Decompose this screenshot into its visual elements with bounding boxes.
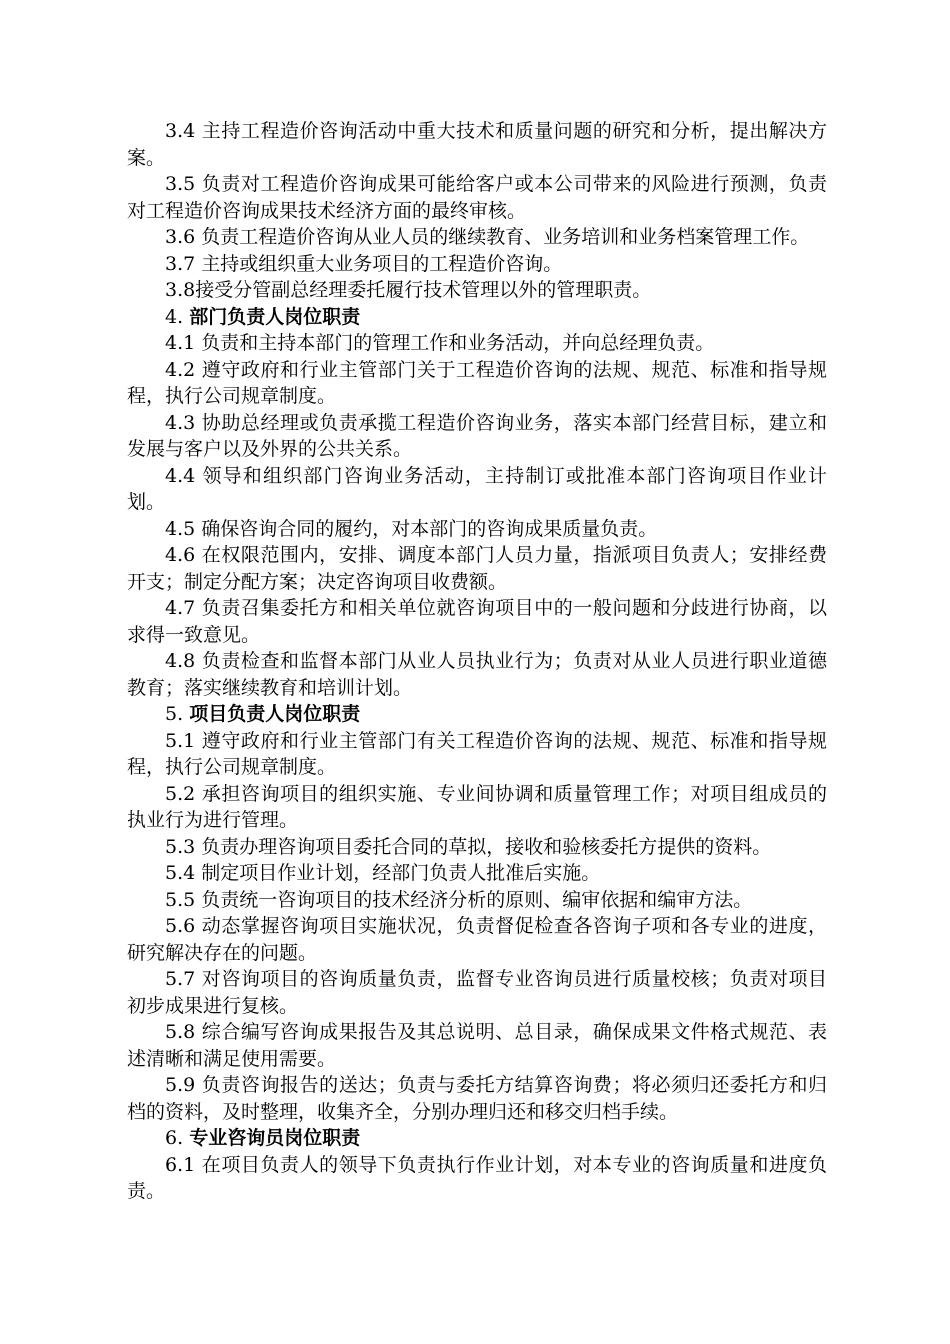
paragraph: 4.4 领导和组织部门咨询业务活动，主持制订或批准本部门咨询项目作业计划。 <box>127 464 827 513</box>
paragraph: 3.5 负责对工程造价咨询成果可能给客户或本公司带来的风险进行预测，负责对工程造价咨询成果技术经济方面的最终审核。 <box>127 173 827 222</box>
section-title: 项目负责人岗位职责 <box>189 703 361 725</box>
paragraph: 3.4 主持工程造价咨询活动中重大技术和质量问题的研究和分析，提出解决方案。 <box>127 120 827 169</box>
paragraph: 4.5 确保咨询合同的履约，对本部门的咨询成果质量负责。 <box>165 517 658 540</box>
paragraph: 3.6 负责工程造价咨询从业人员的继续教育、业务培训和业务档案管理工作。 <box>165 226 810 248</box>
paragraph: 4.1 负责和主持本部门的管理工作和业务活动，并向总经理负责。 <box>165 332 715 354</box>
section-heading <box>127 304 827 331</box>
section-title: 部门负责人岗位职责 <box>189 305 361 328</box>
paragraph: 5.2 承担咨询项目的组织实施、专业间协调和质量管理工作；对项目组成员的执业行为进行管理。 <box>127 782 827 831</box>
paragraph: 3.7 主持或组织重大业务项目的工程造价咨询。 <box>165 252 563 275</box>
paragraph: 5.5 负责统一咨询项目的技术经济分析的原则、编审依据和编审方法。 <box>165 888 753 911</box>
paragraph: 5.1 遵守政府和行业主管部门有关工程造价咨询的法规、规范、标准和指导规程，执行公司规章制度。 <box>127 729 827 778</box>
paragraph: 5.6 动态掌握咨询项目实施状况，负责督促检查各咨询子项和各专业的进度，研究解决存在的问题。 <box>127 915 827 964</box>
section-heading <box>127 701 827 728</box>
paragraph: 4.2 遵守政府和行业主管部门关于工程造价咨询的法规、规范、标准和指导规程，执行公司规章制度。 <box>127 358 827 407</box>
paragraph: 3.8接受分管副总经理委托履行技术管理以外的管理职责。 <box>165 279 652 301</box>
paragraph: 5.8 综合编写咨询成果报告及其总说明、总目录，确保成果文件格式规范、表述清晰和满足使用需要。 <box>127 1021 827 1070</box>
paragraph: 4.8 负责检查和监督本部门从业人员执业行为；负责对从业人员进行职业道德教育；落实继续教育和培训计划。 <box>127 650 827 699</box>
section-number: 5. <box>165 703 184 725</box>
paragraph: 5.7 对咨询项目的咨询质量负责，监督专业咨询员进行质量校核；负责对项目初步成果进行复核。 <box>127 968 827 1017</box>
paragraph: 4.3 协助总经理或负责承揽工程造价咨询业务，落实本部门经营目标，建立和发展与客户以及外界的公共关系。 <box>127 411 827 460</box>
paragraph: 5.3 负责办理咨询项目委托合同的草拟，接收和验核委托方提供的资料。 <box>165 835 772 858</box>
section-heading <box>127 1125 827 1152</box>
paragraph: 4.7 负责召集委托方和相关单位就咨询项目中的一般问题和分歧进行协商，以求得一致意见。 <box>127 597 827 646</box>
section-number: 6. <box>165 1127 184 1149</box>
section-title: 专业咨询员岗位职责 <box>189 1127 361 1149</box>
paragraph: 5.9 负责咨询报告的送达；负责与委托方结算咨询费；将必须归还委托方和归档的资料，及时整理，收集齐全，分别办理归还和移交归档手续。 <box>127 1074 827 1123</box>
paragraph: 6.1 在项目负责人的领导下负责执行作业计划，对本专业的咨询质量和进度负责。 <box>127 1153 827 1202</box>
section-number: 4. <box>165 305 184 328</box>
paragraph: 4.6 在权限范围内，安排、调度本部门人员力量，指派项目负责人；安排经费开支；制定分配方案；决定咨询项目收费额。 <box>127 544 827 593</box>
paragraph: 5.4 制定项目作业计划，经部门负责人批准后实施。 <box>165 862 601 884</box>
document-body <box>127 118 827 1205</box>
